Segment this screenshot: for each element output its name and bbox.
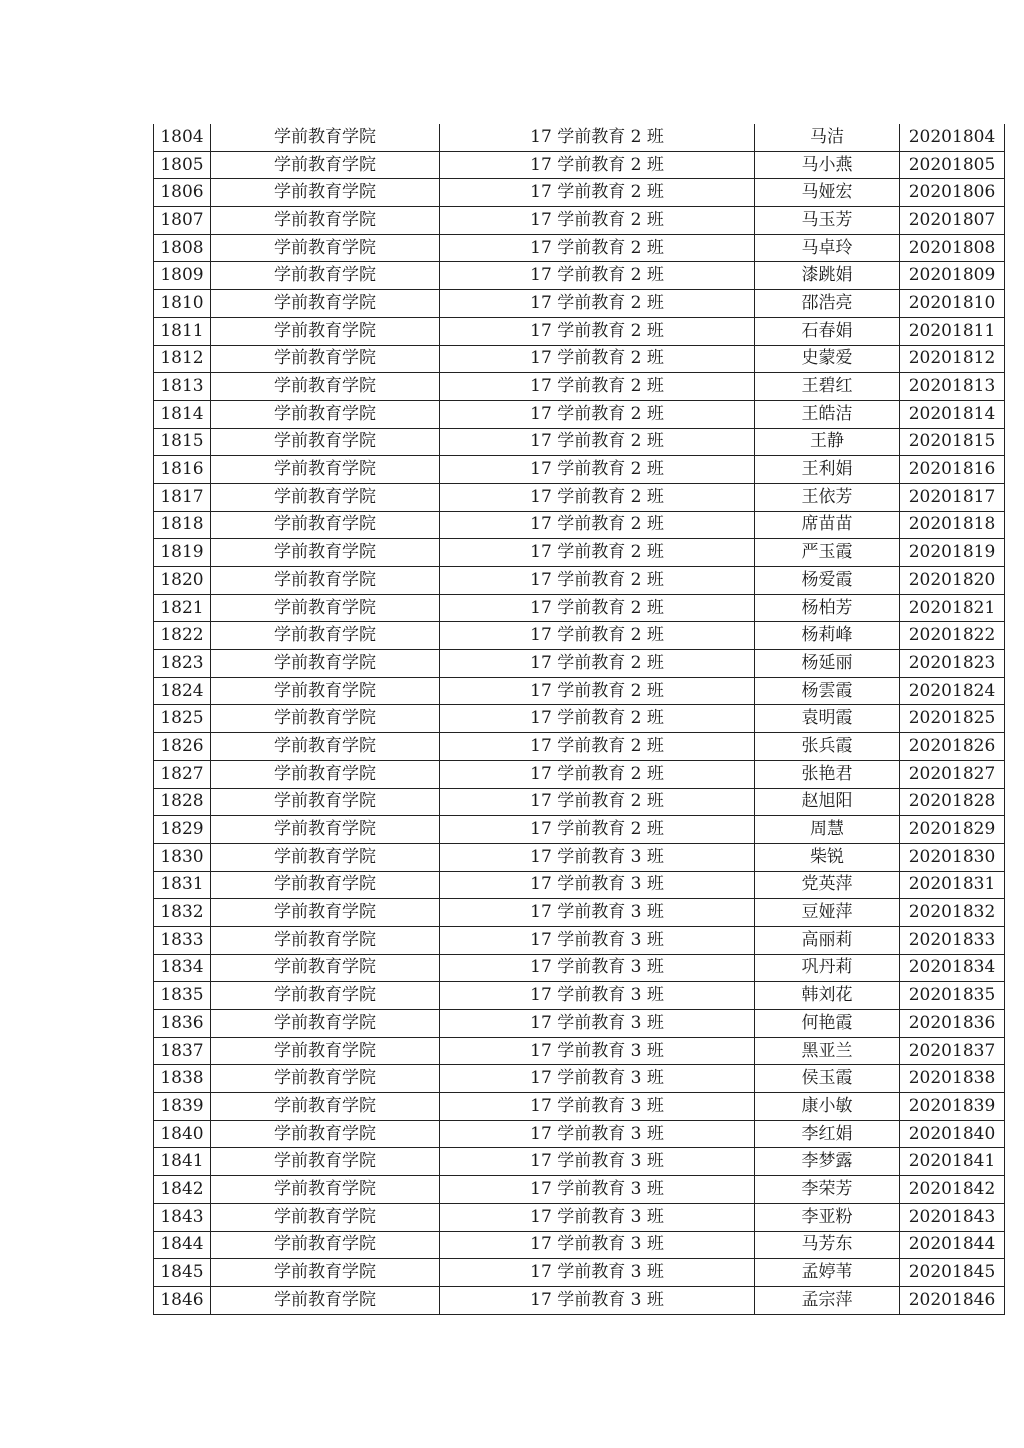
student-name-cell: 王碧红 <box>755 373 900 401</box>
table-row <box>154 400 1005 428</box>
table-row <box>154 1148 1005 1176</box>
student-name-cell: 马芳东 <box>755 1231 900 1259</box>
student-id-cell: 20201846 <box>900 1286 1005 1314</box>
student-name-cell: 杨延丽 <box>755 650 900 678</box>
table-row <box>154 1093 1005 1121</box>
student-name-cell: 王皓洁 <box>755 400 900 428</box>
student-name-cell: 漆跳娟 <box>755 262 900 290</box>
student-id-cell: 20201842 <box>900 1176 1005 1204</box>
row-number-cell: 1832 <box>154 899 211 927</box>
college-cell: 学前教育学院 <box>211 262 440 290</box>
college-cell: 学前教育学院 <box>211 124 440 151</box>
student-id-cell: 20201811 <box>900 317 1005 345</box>
student-name-cell: 何艳霞 <box>755 1010 900 1038</box>
student-name-cell: 杨莉峰 <box>755 622 900 650</box>
college-cell: 学前教育学院 <box>211 622 440 650</box>
row-number-cell: 1846 <box>154 1286 211 1314</box>
class-cell: 17 学前教育 2 班 <box>440 567 755 595</box>
student-name-cell: 石春娟 <box>755 317 900 345</box>
row-number-cell: 1810 <box>154 290 211 318</box>
row-number-cell: 1821 <box>154 594 211 622</box>
student-name-cell: 马娅宏 <box>755 179 900 207</box>
college-cell: 学前教育学院 <box>211 1065 440 1093</box>
table-row <box>154 1259 1005 1287</box>
student-id-cell: 20201828 <box>900 788 1005 816</box>
class-cell: 17 学前教育 2 班 <box>440 760 755 788</box>
class-cell: 17 学前教育 3 班 <box>440 1037 755 1065</box>
college-cell: 学前教育学院 <box>211 511 440 539</box>
row-number-cell: 1843 <box>154 1203 211 1231</box>
table-row <box>154 539 1005 567</box>
college-cell: 学前教育学院 <box>211 400 440 428</box>
student-name-cell: 高丽莉 <box>755 926 900 954</box>
student-id-cell: 20201804 <box>900 124 1005 151</box>
class-cell: 17 学前教育 2 班 <box>440 400 755 428</box>
student-id-cell: 20201807 <box>900 207 1005 235</box>
table-row <box>154 622 1005 650</box>
table-row <box>154 1176 1005 1204</box>
college-cell: 学前教育学院 <box>211 954 440 982</box>
student-id-cell: 20201821 <box>900 594 1005 622</box>
row-number-cell: 1816 <box>154 456 211 484</box>
student-id-cell: 20201832 <box>900 899 1005 927</box>
row-number-cell: 1824 <box>154 677 211 705</box>
student-roster-table <box>153 124 1005 1315</box>
student-id-cell: 20201823 <box>900 650 1005 678</box>
class-cell: 17 学前教育 3 班 <box>440 982 755 1010</box>
student-id-cell: 20201818 <box>900 511 1005 539</box>
class-cell: 17 学前教育 2 班 <box>440 594 755 622</box>
college-cell: 学前教育学院 <box>211 207 440 235</box>
college-cell: 学前教育学院 <box>211 567 440 595</box>
class-cell: 17 学前教育 2 班 <box>440 622 755 650</box>
table-row <box>154 788 1005 816</box>
student-id-cell: 20201829 <box>900 816 1005 844</box>
student-name-cell: 孟婷苇 <box>755 1259 900 1287</box>
row-number-cell: 1838 <box>154 1065 211 1093</box>
row-number-cell: 1828 <box>154 788 211 816</box>
table-row <box>154 1010 1005 1038</box>
college-cell: 学前教育学院 <box>211 871 440 899</box>
class-cell: 17 学前教育 2 班 <box>440 456 755 484</box>
class-cell: 17 学前教育 2 班 <box>440 733 755 761</box>
student-name-cell: 王依芳 <box>755 483 900 511</box>
student-id-cell: 20201827 <box>900 760 1005 788</box>
student-name-cell: 康小敏 <box>755 1093 900 1121</box>
student-name-cell: 李红娟 <box>755 1120 900 1148</box>
roster-body <box>154 124 1005 1314</box>
table-row <box>154 982 1005 1010</box>
class-cell: 17 学前教育 2 班 <box>440 151 755 179</box>
student-id-cell: 20201825 <box>900 705 1005 733</box>
college-cell: 学前教育学院 <box>211 788 440 816</box>
student-name-cell: 马洁 <box>755 124 900 151</box>
row-number-cell: 1825 <box>154 705 211 733</box>
table-row <box>154 1120 1005 1148</box>
student-name-cell: 豆娅萍 <box>755 899 900 927</box>
row-number-cell: 1840 <box>154 1120 211 1148</box>
college-cell: 学前教育学院 <box>211 1176 440 1204</box>
class-cell: 17 学前教育 2 班 <box>440 677 755 705</box>
student-id-cell: 20201813 <box>900 373 1005 401</box>
student-name-cell: 黑亚兰 <box>755 1037 900 1065</box>
student-name-cell: 党英萍 <box>755 871 900 899</box>
student-name-cell: 周慧 <box>755 816 900 844</box>
college-cell: 学前教育学院 <box>211 677 440 705</box>
row-number-cell: 1841 <box>154 1148 211 1176</box>
student-id-cell: 20201816 <box>900 456 1005 484</box>
student-id-cell: 20201806 <box>900 179 1005 207</box>
row-number-cell: 1833 <box>154 926 211 954</box>
row-number-cell: 1814 <box>154 400 211 428</box>
class-cell: 17 学前教育 2 班 <box>440 428 755 456</box>
class-cell: 17 学前教育 3 班 <box>440 1176 755 1204</box>
row-number-cell: 1826 <box>154 733 211 761</box>
student-id-cell: 20201822 <box>900 622 1005 650</box>
class-cell: 17 学前教育 3 班 <box>440 1148 755 1176</box>
student-name-cell: 杨爱霞 <box>755 567 900 595</box>
college-cell: 学前教育学院 <box>211 1093 440 1121</box>
student-name-cell: 马小燕 <box>755 151 900 179</box>
class-cell: 17 学前教育 2 班 <box>440 705 755 733</box>
student-id-cell: 20201836 <box>900 1010 1005 1038</box>
row-number-cell: 1842 <box>154 1176 211 1204</box>
student-id-cell: 20201835 <box>900 982 1005 1010</box>
row-number-cell: 1818 <box>154 511 211 539</box>
student-id-cell: 20201841 <box>900 1148 1005 1176</box>
student-name-cell: 杨雲霞 <box>755 677 900 705</box>
row-number-cell: 1830 <box>154 843 211 871</box>
class-cell: 17 学前教育 2 班 <box>440 650 755 678</box>
row-number-cell: 1805 <box>154 151 211 179</box>
student-id-cell: 20201844 <box>900 1231 1005 1259</box>
class-cell: 17 学前教育 3 班 <box>440 926 755 954</box>
college-cell: 学前教育学院 <box>211 1259 440 1287</box>
table-row <box>154 262 1005 290</box>
table-row <box>154 677 1005 705</box>
class-cell: 17 学前教育 3 班 <box>440 954 755 982</box>
student-name-cell: 张兵霞 <box>755 733 900 761</box>
row-number-cell: 1809 <box>154 262 211 290</box>
student-id-cell: 20201809 <box>900 262 1005 290</box>
student-name-cell: 史蒙爱 <box>755 345 900 373</box>
table-row <box>154 871 1005 899</box>
row-number-cell: 1819 <box>154 539 211 567</box>
college-cell: 学前教育学院 <box>211 1037 440 1065</box>
college-cell: 学前教育学院 <box>211 650 440 678</box>
class-cell: 17 学前教育 2 班 <box>440 317 755 345</box>
college-cell: 学前教育学院 <box>211 234 440 262</box>
table-row <box>154 816 1005 844</box>
college-cell: 学前教育学院 <box>211 317 440 345</box>
row-number-cell: 1808 <box>154 234 211 262</box>
student-id-cell: 20201810 <box>900 290 1005 318</box>
college-cell: 学前教育学院 <box>211 594 440 622</box>
student-id-cell: 20201824 <box>900 677 1005 705</box>
row-number-cell: 1820 <box>154 567 211 595</box>
table-row <box>154 567 1005 595</box>
student-name-cell: 席苗苗 <box>755 511 900 539</box>
table-row <box>154 456 1005 484</box>
table-row <box>154 483 1005 511</box>
row-number-cell: 1839 <box>154 1093 211 1121</box>
table-row <box>154 760 1005 788</box>
class-cell: 17 学前教育 2 班 <box>440 207 755 235</box>
student-name-cell: 柴锐 <box>755 843 900 871</box>
college-cell: 学前教育学院 <box>211 1231 440 1259</box>
row-number-cell: 1807 <box>154 207 211 235</box>
student-name-cell: 严玉霞 <box>755 539 900 567</box>
student-id-cell: 20201820 <box>900 567 1005 595</box>
table-row <box>154 705 1005 733</box>
college-cell: 学前教育学院 <box>211 345 440 373</box>
college-cell: 学前教育学院 <box>211 705 440 733</box>
class-cell: 17 学前教育 3 班 <box>440 1120 755 1148</box>
class-cell: 17 学前教育 2 班 <box>440 124 755 151</box>
table-row <box>154 1065 1005 1093</box>
student-id-cell: 20201840 <box>900 1120 1005 1148</box>
class-cell: 17 学前教育 2 班 <box>440 511 755 539</box>
row-number-cell: 1844 <box>154 1231 211 1259</box>
table-row <box>154 345 1005 373</box>
row-number-cell: 1813 <box>154 373 211 401</box>
student-name-cell: 韩刘花 <box>755 982 900 1010</box>
college-cell: 学前教育学院 <box>211 816 440 844</box>
college-cell: 学前教育学院 <box>211 1148 440 1176</box>
student-id-cell: 20201838 <box>900 1065 1005 1093</box>
row-number-cell: 1836 <box>154 1010 211 1038</box>
college-cell: 学前教育学院 <box>211 760 440 788</box>
student-id-cell: 20201837 <box>900 1037 1005 1065</box>
table-row <box>154 1231 1005 1259</box>
student-id-cell: 20201808 <box>900 234 1005 262</box>
table-row <box>154 733 1005 761</box>
student-id-cell: 20201830 <box>900 843 1005 871</box>
class-cell: 17 学前教育 2 班 <box>440 373 755 401</box>
row-number-cell: 1822 <box>154 622 211 650</box>
table-row <box>154 428 1005 456</box>
class-cell: 17 学前教育 2 班 <box>440 483 755 511</box>
table-row <box>154 594 1005 622</box>
student-name-cell: 侯玉霞 <box>755 1065 900 1093</box>
class-cell: 17 学前教育 3 班 <box>440 871 755 899</box>
row-number-cell: 1835 <box>154 982 211 1010</box>
row-number-cell: 1827 <box>154 760 211 788</box>
college-cell: 学前教育学院 <box>211 1010 440 1038</box>
student-id-cell: 20201845 <box>900 1259 1005 1287</box>
table-row <box>154 373 1005 401</box>
table-row <box>154 151 1005 179</box>
table-row <box>154 234 1005 262</box>
class-cell: 17 学前教育 2 班 <box>440 262 755 290</box>
table-row <box>154 511 1005 539</box>
college-cell: 学前教育学院 <box>211 899 440 927</box>
student-name-cell: 袁明霞 <box>755 705 900 733</box>
table-row <box>154 926 1005 954</box>
class-cell: 17 学前教育 2 班 <box>440 345 755 373</box>
student-id-cell: 20201805 <box>900 151 1005 179</box>
college-cell: 学前教育学院 <box>211 151 440 179</box>
class-cell: 17 学前教育 2 班 <box>440 539 755 567</box>
row-number-cell: 1829 <box>154 816 211 844</box>
college-cell: 学前教育学院 <box>211 456 440 484</box>
table-row <box>154 124 1005 151</box>
table-row <box>154 1203 1005 1231</box>
college-cell: 学前教育学院 <box>211 428 440 456</box>
class-cell: 17 学前教育 2 班 <box>440 788 755 816</box>
class-cell: 17 学前教育 3 班 <box>440 1093 755 1121</box>
row-number-cell: 1831 <box>154 871 211 899</box>
table-row <box>154 1037 1005 1065</box>
student-name-cell: 赵旭阳 <box>755 788 900 816</box>
table-row <box>154 179 1005 207</box>
class-cell: 17 学前教育 3 班 <box>440 1203 755 1231</box>
row-number-cell: 1811 <box>154 317 211 345</box>
college-cell: 学前教育学院 <box>211 290 440 318</box>
student-name-cell: 巩丹莉 <box>755 954 900 982</box>
student-name-cell: 李梦露 <box>755 1148 900 1176</box>
student-id-cell: 20201834 <box>900 954 1005 982</box>
table-row <box>154 290 1005 318</box>
student-name-cell: 张艳君 <box>755 760 900 788</box>
student-name-cell: 李荣芳 <box>755 1176 900 1204</box>
college-cell: 学前教育学院 <box>211 843 440 871</box>
student-id-cell: 20201819 <box>900 539 1005 567</box>
college-cell: 学前教育学院 <box>211 926 440 954</box>
student-id-cell: 20201814 <box>900 400 1005 428</box>
row-number-cell: 1812 <box>154 345 211 373</box>
row-number-cell: 1837 <box>154 1037 211 1065</box>
student-name-cell: 王静 <box>755 428 900 456</box>
class-cell: 17 学前教育 3 班 <box>440 1286 755 1314</box>
table-row <box>154 317 1005 345</box>
college-cell: 学前教育学院 <box>211 1203 440 1231</box>
student-id-cell: 20201826 <box>900 733 1005 761</box>
class-cell: 17 学前教育 3 班 <box>440 899 755 927</box>
table-row <box>154 1286 1005 1314</box>
student-name-cell: 李亚粉 <box>755 1203 900 1231</box>
student-id-cell: 20201812 <box>900 345 1005 373</box>
class-cell: 17 学前教育 3 班 <box>440 1065 755 1093</box>
college-cell: 学前教育学院 <box>211 373 440 401</box>
row-number-cell: 1806 <box>154 179 211 207</box>
class-cell: 17 学前教育 3 班 <box>440 843 755 871</box>
college-cell: 学前教育学院 <box>211 1120 440 1148</box>
table-row <box>154 954 1005 982</box>
table-row <box>154 899 1005 927</box>
student-name-cell: 马卓玲 <box>755 234 900 262</box>
student-id-cell: 20201817 <box>900 483 1005 511</box>
row-number-cell: 1823 <box>154 650 211 678</box>
student-name-cell: 王利娟 <box>755 456 900 484</box>
row-number-cell: 1815 <box>154 428 211 456</box>
college-cell: 学前教育学院 <box>211 179 440 207</box>
student-name-cell: 杨柏芳 <box>755 594 900 622</box>
row-number-cell: 1817 <box>154 483 211 511</box>
student-id-cell: 20201831 <box>900 871 1005 899</box>
class-cell: 17 学前教育 3 班 <box>440 1259 755 1287</box>
row-number-cell: 1845 <box>154 1259 211 1287</box>
class-cell: 17 学前教育 2 班 <box>440 816 755 844</box>
student-name-cell: 马玉芳 <box>755 207 900 235</box>
student-name-cell: 孟宗萍 <box>755 1286 900 1314</box>
row-number-cell: 1834 <box>154 954 211 982</box>
row-number-cell: 1804 <box>154 124 211 151</box>
college-cell: 学前教育学院 <box>211 733 440 761</box>
student-id-cell: 20201833 <box>900 926 1005 954</box>
class-cell: 17 学前教育 3 班 <box>440 1231 755 1259</box>
table-row <box>154 843 1005 871</box>
student-id-cell: 20201839 <box>900 1093 1005 1121</box>
class-cell: 17 学前教育 2 班 <box>440 179 755 207</box>
class-cell: 17 学前教育 2 班 <box>440 234 755 262</box>
student-id-cell: 20201843 <box>900 1203 1005 1231</box>
class-cell: 17 学前教育 2 班 <box>440 290 755 318</box>
student-name-cell: 邵浩亮 <box>755 290 900 318</box>
table-row <box>154 650 1005 678</box>
class-cell: 17 学前教育 3 班 <box>440 1010 755 1038</box>
student-id-cell: 20201815 <box>900 428 1005 456</box>
college-cell: 学前教育学院 <box>211 483 440 511</box>
table-row <box>154 207 1005 235</box>
college-cell: 学前教育学院 <box>211 982 440 1010</box>
college-cell: 学前教育学院 <box>211 539 440 567</box>
college-cell: 学前教育学院 <box>211 1286 440 1314</box>
